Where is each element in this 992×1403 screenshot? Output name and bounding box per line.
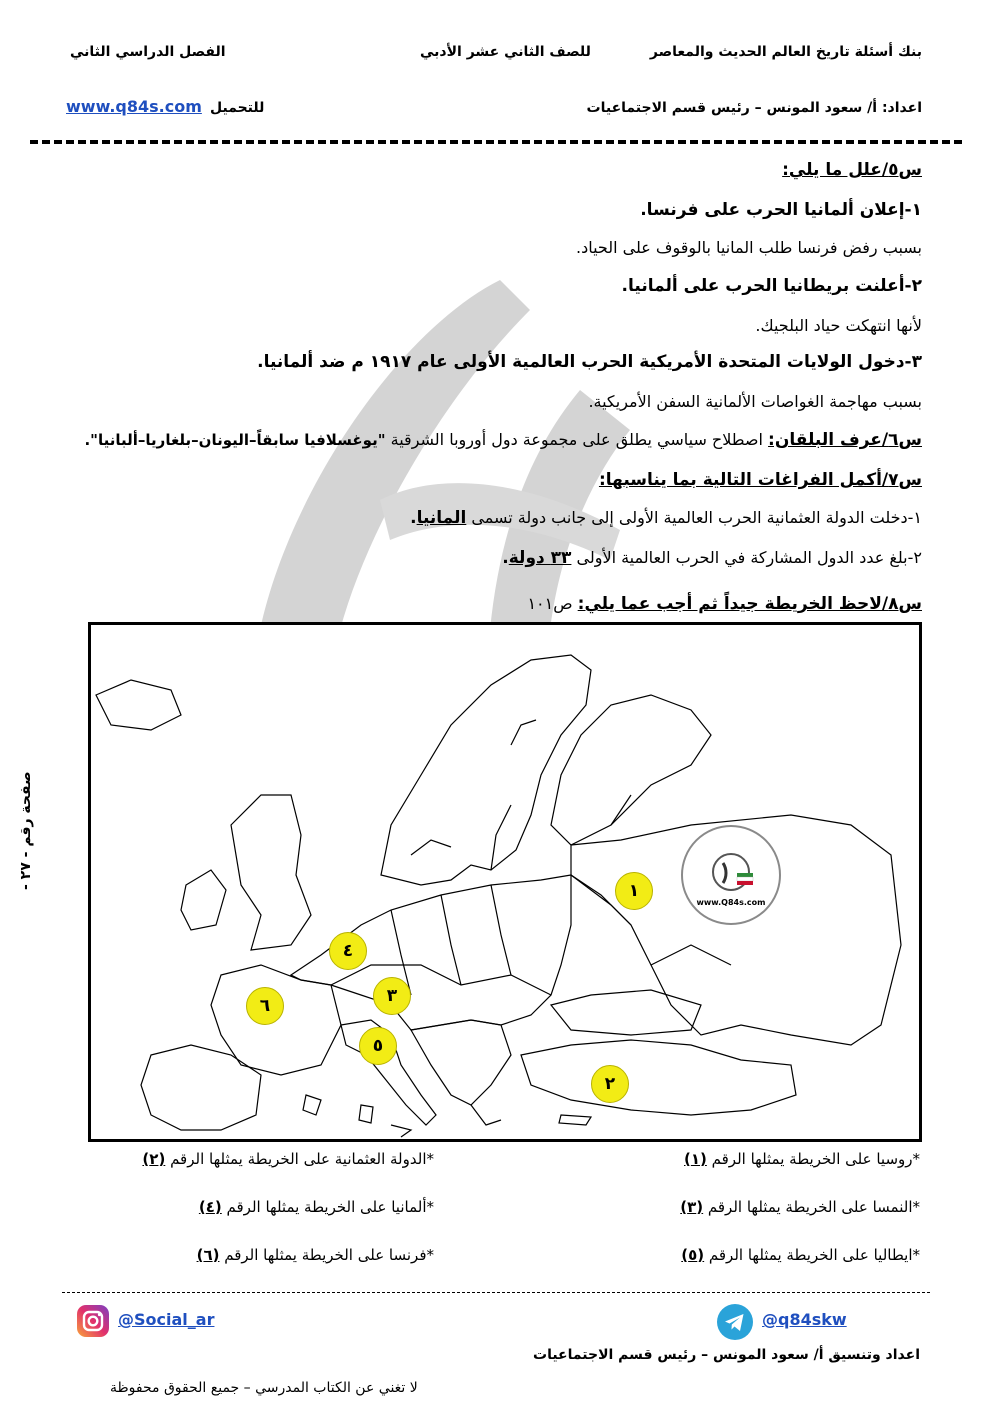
q5-item2-question: ٢-أعلنت بريطانيا الحرب على ألمانيا. <box>621 276 922 296</box>
answer-text: *الدولة العثمانية على الخريطة يمثلها الرقم <box>165 1150 434 1168</box>
telegram-icon[interactable] <box>716 1303 754 1341</box>
footer-divider <box>62 1292 930 1293</box>
logo-emblem-icon <box>701 847 761 897</box>
answer-number: (٤) <box>198 1198 222 1216</box>
answer-text: *روسيا على الخريطة يمثلها الرقم <box>706 1150 920 1168</box>
answer-text: *ألمانيا على الخريطة يمثلها الرقم <box>221 1198 434 1216</box>
q7-line2-answer: ٣٣ دولة <box>508 548 572 568</box>
download-label: للتحميل <box>210 100 265 116</box>
prepared-by: اعداد: أ/ سعود المونس – رئيس قسم الاجتماعيات <box>586 100 922 116</box>
header-divider <box>30 140 962 144</box>
q5-title: س٥/علل ما يلي: <box>782 160 922 180</box>
q6-label: س٦/عرف البلقان: <box>768 430 922 450</box>
answer-text: *ايطاليا على الخريطة يمثلها الرقم <box>704 1246 920 1264</box>
map-marker-6: ٦ <box>246 987 284 1025</box>
q7-line1-text: ١-دخلت الدولة العثمانية الحرب العالمية الأولى إلى جانب دولة تسمى <box>466 508 922 527</box>
q5-item3-question: ٣-دخول الولايات المتحدة الأمريكية الحرب العالمية الأولى عام ١٩١٧ م ضد ألمانيا. <box>257 352 922 372</box>
answer-germany <box>199 1198 434 1216</box>
q6-line <box>62 430 922 450</box>
logo-url: www.Q84s.com <box>696 898 766 907</box>
page-number: صفحة رقم - ٢٧ - <box>18 771 34 890</box>
answer-italy <box>681 1246 920 1264</box>
q8-title: س٨/لاحظ الخريطة جيداً ثم أجب عما يلي: <box>577 594 922 614</box>
map-marker-1: ١ <box>615 872 653 910</box>
q6-text: اصطلاح سياسي يطلق على مجموعة دول أوروبا الشرقية <box>385 430 769 449</box>
q8-line <box>62 594 922 614</box>
answer-number: (١) <box>684 1150 707 1168</box>
q6-countries: "يوغسلافيا سابقاً–اليونان–بلغاريا–ألبانيا". <box>84 431 386 449</box>
answer-number: (٥) <box>681 1246 705 1264</box>
q5-item1-answer: بسبب رفض فرنسا طلب المانيا بالوقوف على الحياد. <box>576 238 922 257</box>
answer-france <box>197 1246 434 1264</box>
grade-label: للصف الثاني عشر الأدبي <box>420 44 591 60</box>
europe-map <box>88 622 922 1142</box>
bank-title: بنك أسئلة تاريخ العالم الحديث والمعاصر <box>649 44 922 60</box>
semester-label: الفصل الدراسي الثاني <box>70 44 226 60</box>
map-outline <box>91 625 919 1139</box>
answer-text: *النمسا على الخريطة يمثلها الرقم <box>703 1198 920 1216</box>
q8-page-ref: ص١٠١ <box>527 594 578 613</box>
map-marker-5: ٥ <box>359 1027 397 1065</box>
q7-line2: ٢-بلغ عدد الدول المشاركة في الحرب العالمية الأولى ٣٣ دولة. <box>502 548 922 568</box>
answer-number: (٣) <box>680 1198 704 1216</box>
q5-item2-answer: لأنها انتهكت حياد البلجيك. <box>755 316 922 335</box>
answer-number: (٦) <box>196 1246 220 1264</box>
instagram-handle[interactable]: @Social_ar <box>118 1310 215 1329</box>
answer-number: (٢) <box>142 1150 166 1168</box>
site-logo <box>681 825 781 925</box>
rights-notice: لا تغني عن الكتاب المدرسي – جميع الحقوق محفوظة <box>110 1380 418 1396</box>
answer-russia <box>684 1150 920 1168</box>
instagram-icon[interactable] <box>76 1304 110 1338</box>
q7-line2-text: ٢-بلغ عدد الدول المشاركة في الحرب العالمية الأولى <box>571 548 922 567</box>
map-marker-3: ٣ <box>373 977 411 1015</box>
site-link[interactable]: www.q84s.com <box>66 97 202 116</box>
coordination-credit: اعداد وتنسيق أ/ سعود المونس – رئيس قسم الاجتماعيات <box>533 1347 920 1363</box>
answer-austria <box>680 1198 920 1216</box>
answer-text: *فرنسا على الخريطة يمثلها الرقم <box>219 1246 434 1264</box>
telegram-handle[interactable]: @q84skw <box>762 1310 847 1329</box>
q7-line1-answer: المانيا <box>416 508 467 528</box>
answer-ottoman <box>142 1150 434 1168</box>
q7-title: س٧/أكمل الفراغات التالية بما يناسبها: <box>598 470 922 490</box>
q7-line1: ١-دخلت الدولة العثمانية الحرب العالمية الأولى إلى جانب دولة تسمى المانيا. <box>410 508 922 528</box>
q5-item3-answer: بسبب مهاجمة الغواصات الألمانية السفن الأمريكية. <box>588 392 922 411</box>
map-marker-4: ٤ <box>329 932 367 970</box>
q5-item1-question: ١-إعلان ألمانيا الحرب على فرنسا. <box>640 200 922 220</box>
map-marker-2: ٢ <box>591 1065 629 1103</box>
